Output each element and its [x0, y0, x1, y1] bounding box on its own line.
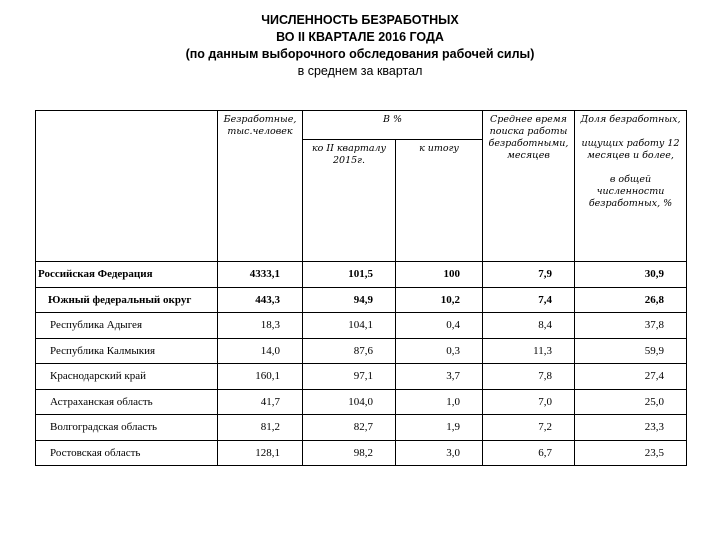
table-row [36, 262, 687, 288]
row-avg-time: 11,3 [483, 338, 575, 364]
row-share: 25,0 [575, 389, 687, 415]
header-share-line-b: ищущих работу 12 месяцев и более, [581, 138, 680, 161]
row-to-total: 10,2 [396, 287, 483, 313]
row-to-q2: 94,9 [303, 287, 396, 313]
header-share-line-c: в общей численности безработных, % [588, 174, 673, 209]
row-to-q2: 82,7 [303, 415, 396, 441]
row-unemployed: 18,3 [218, 313, 303, 339]
title-line-4: в среднем за квартал [297, 64, 423, 78]
row-region-name: Российская Федерация [36, 262, 218, 288]
unemployment-table [35, 110, 687, 466]
header-unemployed: Безработные, тыс.человек [218, 111, 303, 262]
table-row [36, 415, 687, 441]
row-to-total: 3,0 [396, 440, 483, 466]
row-to-total: 1,9 [396, 415, 483, 441]
row-to-q2: 104,1 [303, 313, 396, 339]
row-unemployed: 14,0 [218, 338, 303, 364]
table-row [36, 364, 687, 390]
title-line-1: ЧИСЛЕННОСТЬ БЕЗРАБОТНЫХ [261, 13, 459, 27]
row-to-total: 0,4 [396, 313, 483, 339]
header-in-percent: В % [303, 111, 483, 140]
table-row [36, 389, 687, 415]
document-title [0, 12, 720, 80]
row-to-q2: 104,0 [303, 389, 396, 415]
header-region-cell [36, 111, 218, 262]
row-avg-time: 8,4 [483, 313, 575, 339]
table-row [36, 338, 687, 364]
row-share: 23,5 [575, 440, 687, 466]
row-unemployed: 81,2 [218, 415, 303, 441]
row-to-q2: 97,1 [303, 364, 396, 390]
row-region-name: Волгоградская область [36, 415, 218, 441]
row-to-total: 0,3 [396, 338, 483, 364]
table-row [36, 313, 687, 339]
row-share: 23,3 [575, 415, 687, 441]
row-region-name: Астраханская область [36, 389, 218, 415]
title-line-2: ВО II КВАРТАЛЕ 2016 ГОДА [276, 30, 444, 44]
row-to-q2: 98,2 [303, 440, 396, 466]
row-to-total: 3,7 [396, 364, 483, 390]
row-avg-time: 6,7 [483, 440, 575, 466]
row-avg-time: 7,9 [483, 262, 575, 288]
row-region-name: Южный федеральный округ [36, 287, 218, 313]
row-avg-time: 7,0 [483, 389, 575, 415]
row-to-total: 100 [396, 262, 483, 288]
row-share: 59,9 [575, 338, 687, 364]
title-line-3: (по данным выборочного обследования рабочей силы) [185, 47, 535, 61]
row-avg-time: 7,4 [483, 287, 575, 313]
row-unemployed: 41,7 [218, 389, 303, 415]
row-unemployed: 128,1 [218, 440, 303, 466]
row-to-q2: 101,5 [303, 262, 396, 288]
header-long-term-share [575, 111, 687, 262]
table-row [36, 440, 687, 466]
row-to-total: 1,0 [396, 389, 483, 415]
row-region-name: Краснодарский край [36, 364, 218, 390]
row-unemployed: 4333,1 [218, 262, 303, 288]
header-to-total: к итогу [396, 140, 483, 262]
table-row [36, 287, 687, 313]
row-share: 30,9 [575, 262, 687, 288]
row-region-name: Республика Калмыкия [36, 338, 218, 364]
row-unemployed: 443,3 [218, 287, 303, 313]
header-share-line-a: Доля безработных, [580, 114, 681, 125]
row-region-name: Ростовская область [36, 440, 218, 466]
row-region-name: Республика Адыгея [36, 313, 218, 339]
row-share: 37,8 [575, 313, 687, 339]
row-share: 26,8 [575, 287, 687, 313]
header-row-1 [36, 111, 687, 140]
row-avg-time: 7,8 [483, 364, 575, 390]
row-to-q2: 87,6 [303, 338, 396, 364]
header-avg-search-time: Среднее время поиска работы безработными, месяцев [483, 111, 575, 262]
row-share: 27,4 [575, 364, 687, 390]
row-avg-time: 7,2 [483, 415, 575, 441]
row-unemployed: 160,1 [218, 364, 303, 390]
header-to-q2-2015: ко II кварталу 2015г. [303, 140, 396, 262]
